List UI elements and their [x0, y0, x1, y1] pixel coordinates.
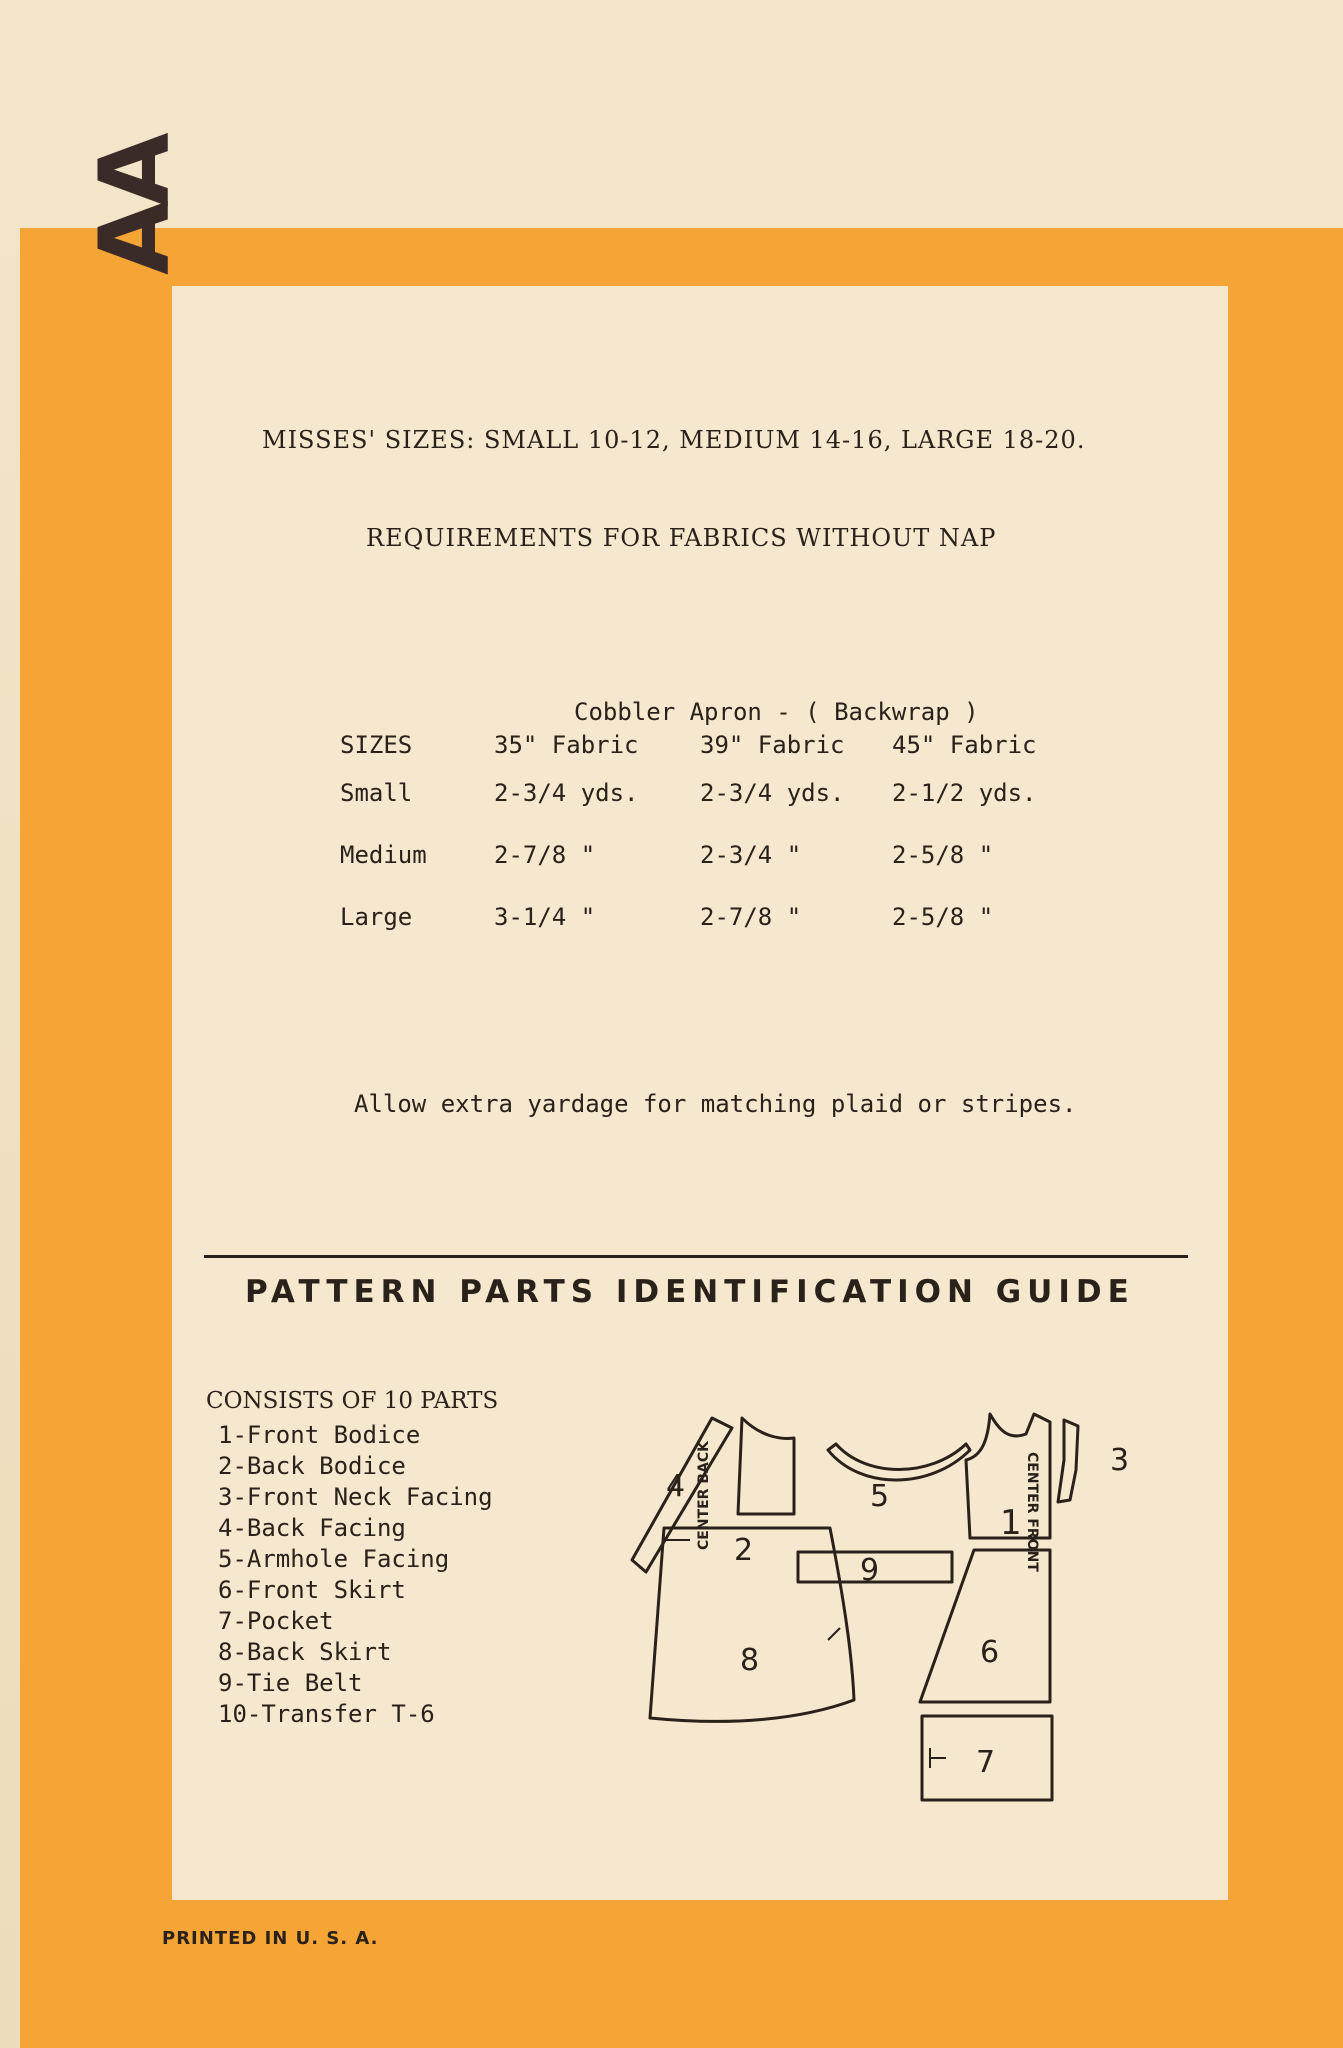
- armhole-facing-piece: [828, 1444, 970, 1480]
- center-back-label: CENTER BACK: [696, 1441, 712, 1550]
- table-row: [340, 762, 1052, 824]
- garment-title: Cobbler Apron - ( Backwrap ): [574, 698, 979, 726]
- pattern-pieces-diagram: [630, 1400, 1150, 1820]
- piece-number-9: 9: [860, 1553, 880, 1588]
- row-39: 2-7/8 ": [700, 903, 802, 931]
- table-row: [340, 886, 1052, 948]
- table-row: [340, 824, 1052, 886]
- header-35-fabric: 35" Fabric: [494, 731, 639, 759]
- list-item: 8-Back Skirt: [218, 1638, 392, 1666]
- list-item: 3-Front Neck Facing: [218, 1483, 493, 1511]
- row-35: 2-7/8 ": [494, 841, 596, 869]
- list-item: 5-Armhole Facing: [218, 1545, 450, 1573]
- yardage-note: Allow extra yardage for matching plaid or stripes.: [354, 1090, 1077, 1118]
- list-item: 2-Back Bodice: [218, 1452, 406, 1480]
- requirements-title: REQUIREMENTS FOR FABRICS WITHOUT NAP: [366, 524, 997, 552]
- row-35: 2-3/4 yds.: [494, 779, 639, 807]
- neck-facing-piece: [1058, 1420, 1078, 1502]
- parts-count: CONSISTS OF 10 PARTS: [206, 1388, 499, 1414]
- row-size: Medium: [340, 841, 427, 869]
- row-size: Small: [340, 779, 413, 807]
- piece-number-8: 8: [740, 1643, 760, 1678]
- section-divider: [204, 1255, 1188, 1258]
- piece-number-1: 1: [1000, 1503, 1022, 1543]
- list-item: 10-Transfer T-6: [218, 1700, 435, 1728]
- header-sizes: SIZES: [340, 731, 413, 759]
- piece-number-2: 2: [734, 1533, 754, 1568]
- piece-number-6: 6: [980, 1635, 1000, 1670]
- back-bodice-piece: [738, 1418, 794, 1514]
- row-45: 2-5/8 ": [892, 841, 994, 869]
- list-item: 1-Front Bodice: [218, 1421, 421, 1449]
- printed-in-usa: PRINTED IN U. S. A.: [162, 1928, 379, 1949]
- row-size: Large: [340, 903, 413, 931]
- list-item: 7-Pocket: [218, 1607, 334, 1635]
- corner-mark: AA: [79, 138, 191, 275]
- yardage-table: [340, 728, 1052, 948]
- piece-number-4: 4: [666, 1469, 686, 1504]
- piece-number-3: 3: [1110, 1443, 1130, 1478]
- center-front-label: CENTER FRONT: [1024, 1452, 1040, 1572]
- list-item: 6-Front Skirt: [218, 1576, 406, 1604]
- row-45: 2-5/8 ": [892, 903, 994, 931]
- list-item: 9-Tie Belt: [218, 1669, 363, 1697]
- piece-number-5: 5: [870, 1479, 890, 1514]
- piece-number-7: 7: [976, 1745, 996, 1780]
- row-39: 2-3/4 ": [700, 841, 802, 869]
- parts-list: [218, 1420, 493, 1730]
- row-45: 2-1/2 yds.: [892, 779, 1037, 807]
- table-header-row: [340, 728, 1052, 762]
- row-39: 2-3/4 yds.: [700, 779, 845, 807]
- list-item: 4-Back Facing: [218, 1514, 406, 1542]
- header-39-fabric: 39" Fabric: [700, 731, 845, 759]
- front-skirt-piece: [920, 1550, 1050, 1702]
- header-45-fabric: 45" Fabric: [892, 731, 1037, 759]
- sizes-line: MISSES' SIZES: SMALL 10-12, MEDIUM 14-16, LARGE 18-20.: [262, 426, 1086, 454]
- guide-heading: PATTERN PARTS IDENTIFICATION GUIDE: [245, 1274, 1135, 1310]
- row-35: 3-1/4 ": [494, 903, 596, 931]
